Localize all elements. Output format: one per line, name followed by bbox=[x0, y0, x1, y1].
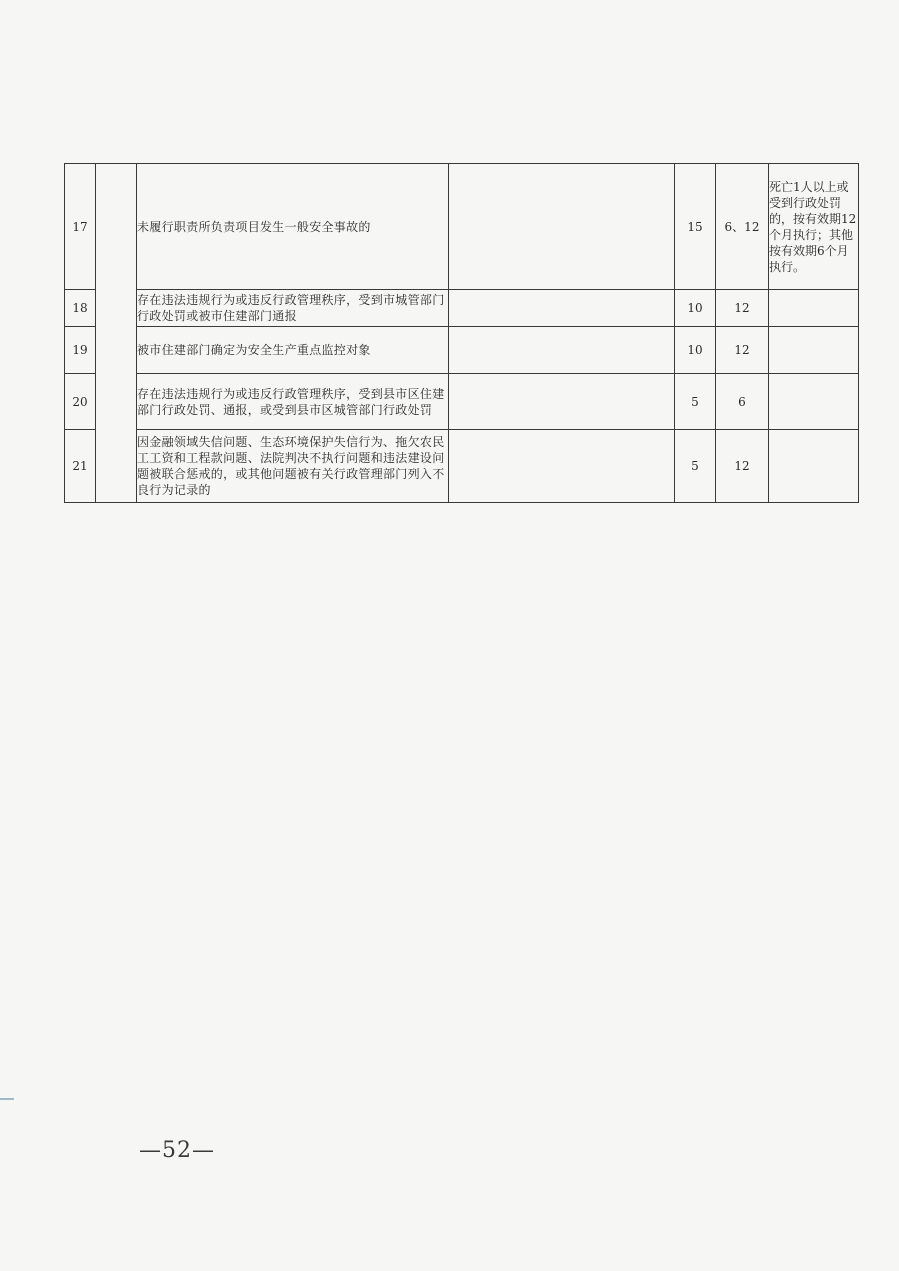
row-period: 12 bbox=[716, 430, 769, 503]
row-score: 5 bbox=[675, 374, 716, 430]
table-row bbox=[65, 290, 859, 327]
credit-scoring-table bbox=[64, 163, 859, 503]
row-description: 存在违法违规行为或违反行政管理秩序，受到县市区住建部门行政处罚、通报，或受到县市区城管部门行政处罚 bbox=[137, 374, 449, 430]
row-number: 17 bbox=[65, 164, 96, 290]
row-note bbox=[769, 290, 859, 327]
row-number: 21 bbox=[65, 430, 96, 503]
row-description: 因金融领域失信问题、生态环境保护失信行为、拖欠农民工工资和工程款问题、法院判决不执行问题和违法建设问题被联合惩戒的，或其他问题被有关行政管理部门列入不良行为记录的 bbox=[137, 430, 449, 503]
table-row bbox=[65, 430, 859, 503]
criteria-cell bbox=[449, 374, 675, 430]
row-note: 死亡1人以上或受到行政处罚的，按有效期12个月执行；其他按有效期6个月执行。 bbox=[769, 164, 859, 290]
row-note bbox=[769, 327, 859, 374]
row-score: 10 bbox=[675, 327, 716, 374]
row-number: 18 bbox=[65, 290, 96, 327]
row-note bbox=[769, 374, 859, 430]
row-number: 20 bbox=[65, 374, 96, 430]
row-score: 5 bbox=[675, 430, 716, 503]
page-number: —52— bbox=[139, 1138, 215, 1163]
row-score: 10 bbox=[675, 290, 716, 327]
table-row bbox=[65, 327, 859, 374]
table-row bbox=[65, 164, 859, 290]
row-number: 19 bbox=[65, 327, 96, 374]
row-description: 被市住建部门确定为安全生产重点监控对象 bbox=[137, 327, 449, 374]
criteria-cell bbox=[449, 290, 675, 327]
table-row bbox=[65, 374, 859, 430]
row-period: 6 bbox=[716, 374, 769, 430]
criteria-cell bbox=[449, 164, 675, 290]
row-score: 15 bbox=[675, 164, 716, 290]
criteria-cell bbox=[449, 430, 675, 503]
row-description: 未履行职责所负责项目发生一般安全事故的 bbox=[137, 164, 449, 290]
scan-edge-mark bbox=[0, 1098, 14, 1100]
row-period: 6、12 bbox=[716, 164, 769, 290]
row-period: 12 bbox=[716, 290, 769, 327]
row-period: 12 bbox=[716, 327, 769, 374]
criteria-cell bbox=[449, 327, 675, 374]
category-cell bbox=[96, 164, 137, 503]
row-description: 存在违法违规行为或违反行政管理秩序，受到市城管部门行政处罚或被市住建部门通报 bbox=[137, 290, 449, 327]
row-note bbox=[769, 430, 859, 503]
